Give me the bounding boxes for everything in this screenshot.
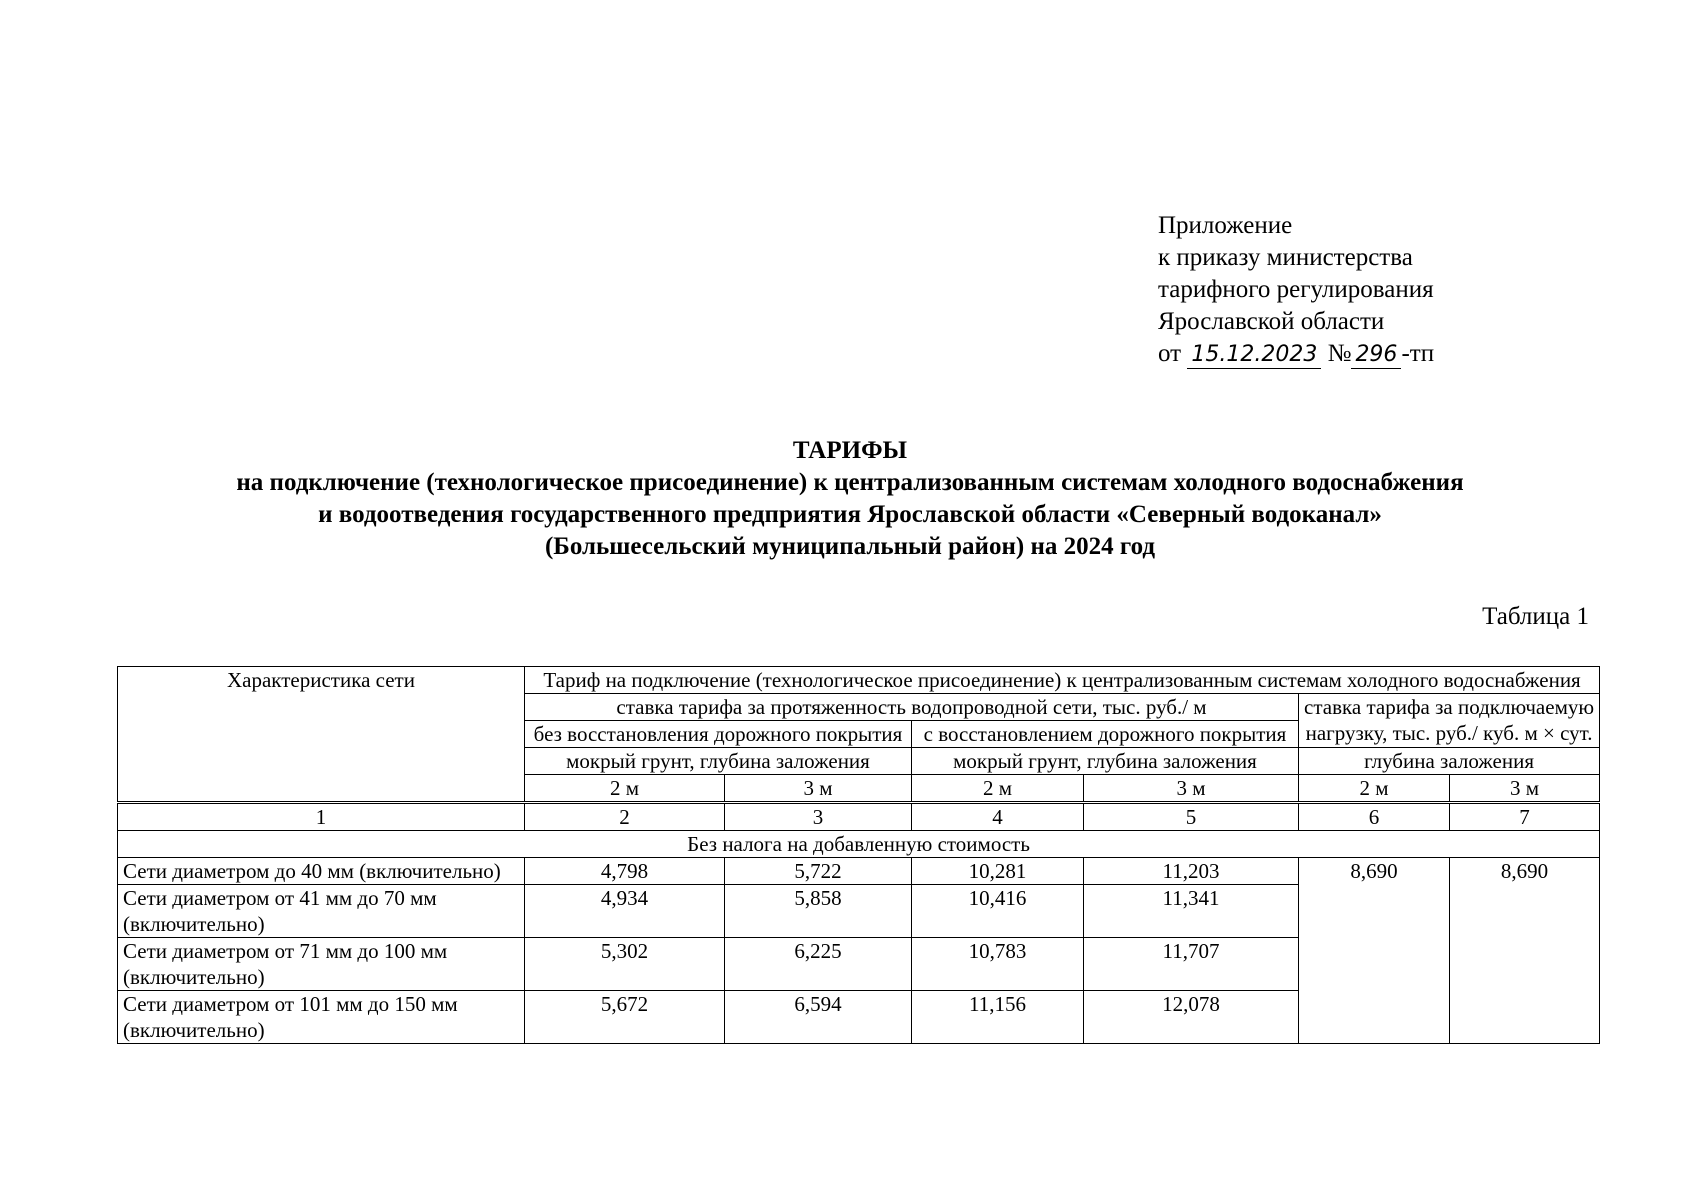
cell-value: 4,934 xyxy=(525,885,725,938)
header-depth-2m: 2 м xyxy=(525,775,725,803)
header-wet-soil-depth: мокрый грунт, глубина заложения xyxy=(912,748,1299,775)
cell-value: 6,225 xyxy=(725,938,912,991)
header-network-characteristic: Характеристика сети xyxy=(118,667,525,803)
header-wet-soil-depth: мокрый грунт, глубина заложения xyxy=(525,748,912,775)
header-depth-3m: 3 м xyxy=(725,775,912,803)
cell-value: 11,341 xyxy=(1084,885,1299,938)
header-depth: глубина заложения xyxy=(1299,748,1600,775)
title-line: на подключение (технологическое присоединение) к централизованным системам холодного водоснабжения xyxy=(236,469,1464,496)
cell-value: 10,783 xyxy=(912,938,1084,991)
appendix-line: Ярославской области xyxy=(1158,308,1385,335)
appendix-line: тарифного регулирования xyxy=(1158,276,1434,303)
table-label: Таблица 1 xyxy=(1482,603,1589,630)
appendix-line: Приложение xyxy=(1158,212,1293,239)
cell-value: 11,203 xyxy=(1084,858,1299,885)
header-depth-3m: 3 м xyxy=(1450,775,1600,803)
row-label: Сети диаметром от 71 мм до 100 мм (включительно) xyxy=(118,938,525,991)
load-rate-3m: 8,690 xyxy=(1450,858,1600,1044)
row-label: Сети диаметром от 41 мм до 70 мм (включительно) xyxy=(118,885,525,938)
cell-value: 11,707 xyxy=(1084,938,1299,991)
title-line: (Большесельский муниципальный район) на 2024 год xyxy=(544,533,1156,560)
appendix-block xyxy=(1158,210,1434,370)
load-rate-2m: 8,690 xyxy=(1299,858,1450,1044)
order-date-line xyxy=(1158,338,1434,370)
header-tariff-title: Тариф на подключение (технологическое присоединение) к централизованным системам холодного водоснабжения xyxy=(525,667,1600,694)
header-row xyxy=(118,667,1600,694)
cell-value: 6,594 xyxy=(725,991,912,1044)
cell-value: 10,416 xyxy=(912,885,1084,938)
cell-value: 5,858 xyxy=(725,885,912,938)
tariff-table xyxy=(117,666,1600,1044)
cell-value: 5,302 xyxy=(525,938,725,991)
column-number: 2 xyxy=(525,803,725,831)
table-row xyxy=(118,858,1600,885)
title-main: ТАРИФЫ xyxy=(792,437,908,464)
column-number-row xyxy=(118,803,1600,831)
column-number: 4 xyxy=(912,803,1084,831)
document-title xyxy=(60,435,1640,563)
header-rate-load: ставка тарифа за подключаемую нагрузку, тыс. руб./ куб. м × сут. xyxy=(1299,694,1600,748)
header-rate-length: ставка тарифа за протяженность водопроводной сети, тыс. руб./ м xyxy=(525,694,1299,721)
cell-value: 4,798 xyxy=(525,858,725,885)
title-line: и водоотведения государственного предприятия Ярославской области «Северный водоканал» xyxy=(318,501,1382,528)
column-number: 7 xyxy=(1450,803,1600,831)
cell-value: 12,078 xyxy=(1084,991,1299,1044)
number-suffix: -тп xyxy=(1401,340,1435,367)
column-number: 1 xyxy=(118,803,525,831)
cell-value: 10,281 xyxy=(912,858,1084,885)
section-title: Без налога на добавленную стоимость xyxy=(118,831,1600,858)
header-depth-2m: 2 м xyxy=(912,775,1084,803)
number-prefix: № xyxy=(1327,340,1352,367)
date-prefix: от xyxy=(1158,340,1182,367)
cell-value: 5,672 xyxy=(525,991,725,1044)
column-number: 3 xyxy=(725,803,912,831)
section-row xyxy=(118,831,1600,858)
row-label: Сети диаметром до 40 мм (включительно) xyxy=(118,858,525,885)
row-label: Сети диаметром от 101 мм до 150 мм (включительно) xyxy=(118,991,525,1044)
header-depth-3m: 3 м xyxy=(1084,775,1299,803)
order-number: 296 xyxy=(1351,342,1401,369)
header-depth-2m: 2 м xyxy=(1299,775,1450,803)
appendix-line: к приказу министерства xyxy=(1158,244,1413,271)
column-number: 5 xyxy=(1084,803,1299,831)
cell-value: 5,722 xyxy=(725,858,912,885)
order-date: 15.12.2023 xyxy=(1187,342,1321,369)
header-without-restoration: без восстановления дорожного покрытия xyxy=(525,721,912,748)
column-number: 6 xyxy=(1299,803,1450,831)
header-with-restoration: с восстановлением дорожного покрытия xyxy=(912,721,1299,748)
cell-value: 11,156 xyxy=(912,991,1084,1044)
